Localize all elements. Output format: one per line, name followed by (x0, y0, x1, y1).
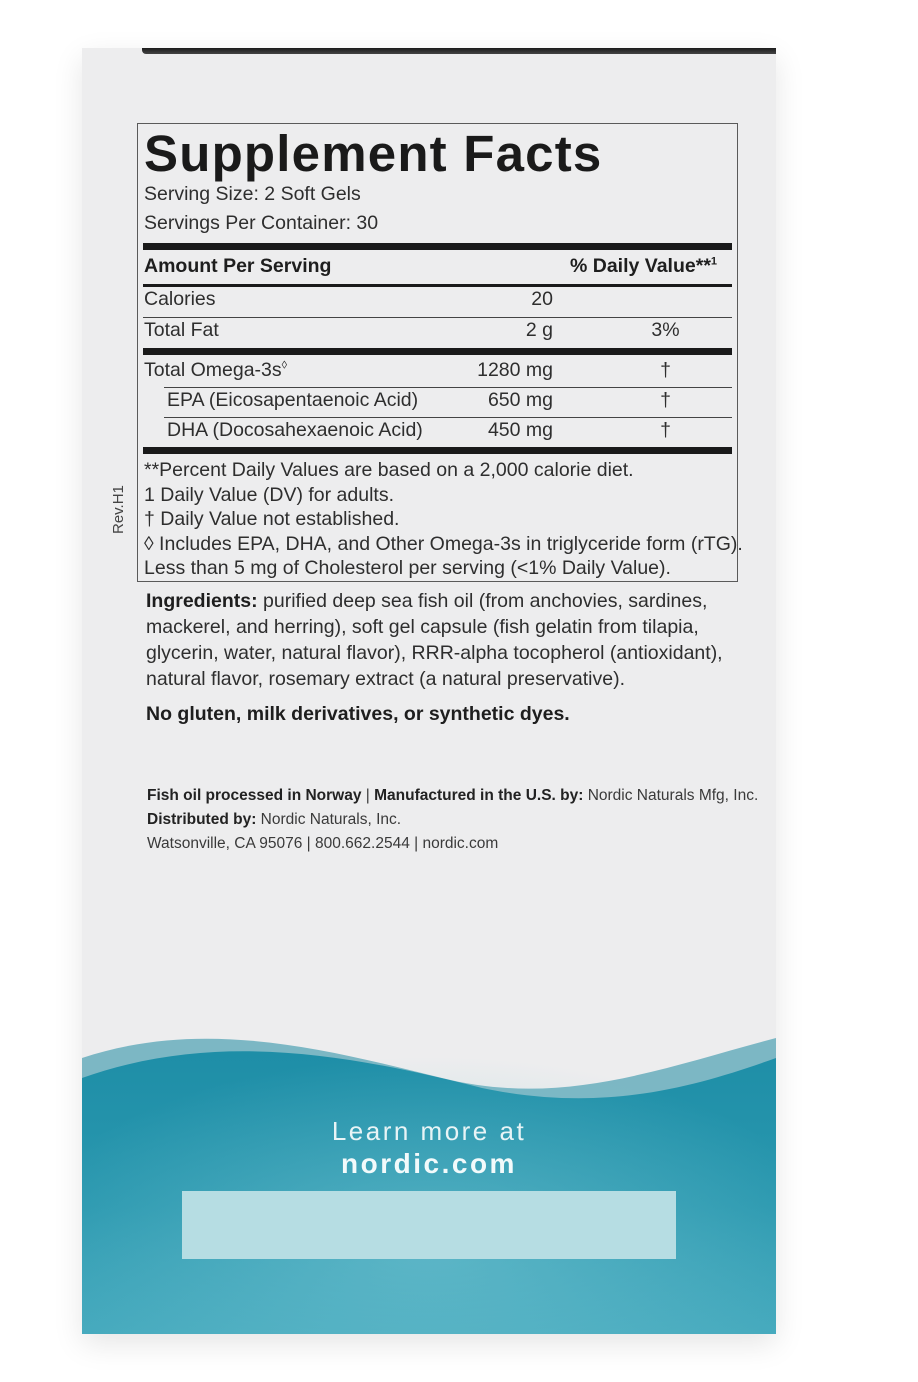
row-omega3-name: Total Omega-3s◊ (144, 359, 288, 381)
row-dha-amount: 450 mg (487, 419, 553, 441)
row-omega3-dv: † (660, 359, 671, 381)
learn-more-text: Learn more at (331, 1116, 527, 1146)
row-omega3-amount: 1280 mg (477, 359, 553, 381)
website-text: nordic.com (341, 1148, 517, 1179)
ingredients-text: purified deep sea fish oil (from anchovies, sardines, mackerel, and herring), soft gel capsule (fish gelatin from tilapia, glycerin, water, natural flavor), RRR-alpha tocopherol (antioxidant), natural flavor, rosemary extract (a natural preservative). (146, 590, 723, 690)
row-divider (143, 317, 732, 318)
row-total-fat-amount: 2 g (525, 319, 553, 341)
servings-per-container: Servings Per Container: 30 (144, 212, 379, 234)
row-dha-name: DHA (Docosahexaenoic Acid) (167, 419, 423, 441)
footnote: Less than 5 mg of Cholesterol per serving (<1% Daily Value). (144, 557, 671, 579)
ingredients-paragraph (146, 588, 746, 692)
row-epa-amount: 650 mg (487, 389, 553, 411)
footnote: † Daily Value not established. (144, 508, 400, 530)
row-epa-name: EPA (Eicosapentaenoic Acid) (167, 389, 419, 411)
free-from-statement: No gluten, milk derivatives, or synthetic dyes. (146, 703, 570, 725)
medium-rule (143, 284, 732, 287)
supplement-facts-title: Supplement Facts (144, 125, 603, 182)
row-calories-name: Calories (144, 288, 216, 310)
row-total-fat-name: Total Fat (144, 319, 219, 341)
thick-rule (143, 348, 732, 355)
row-divider (164, 387, 732, 388)
header-amount-per-serving: Amount Per Serving (144, 255, 332, 277)
revision-code: Rev.H1 (110, 485, 127, 534)
row-total-fat-dv: 3% (651, 319, 680, 341)
row-dha-dv: † (660, 419, 671, 441)
box-top-edge (142, 48, 776, 54)
manufacturer-info: Fish oil processed in Norway | Manufactured in the U.S. by: Nordic Naturals Mfg, Inc. Distributed by: Nordic Naturals, Inc. Watsonville, CA 95076 | 800.662.2544 | nordic.com (147, 787, 759, 852)
header-daily-value: % Daily Value**$^1$ (570, 255, 718, 277)
thick-rule (143, 243, 732, 250)
product-box-back (82, 48, 776, 1334)
footnote: 1 Daily Value (DV) for adults. (144, 484, 394, 506)
supplement-facts-panel (137, 123, 743, 582)
serving-size: Serving Size: 2 Soft Gels (144, 183, 361, 205)
row-calories-amount: 20 (531, 288, 553, 310)
row-epa-dv: † (660, 389, 671, 411)
footnote: ◊ Includes EPA, DHA, and Other Omega-3s in triglyceride form (rTG). (144, 533, 743, 555)
footnote: **Percent Daily Values are based on a 2,000 calorie diet. (144, 459, 634, 481)
thick-rule (143, 447, 732, 454)
barcode-area (182, 1191, 676, 1259)
ingredients-label: Ingredients: (146, 590, 258, 612)
row-divider (164, 417, 732, 418)
